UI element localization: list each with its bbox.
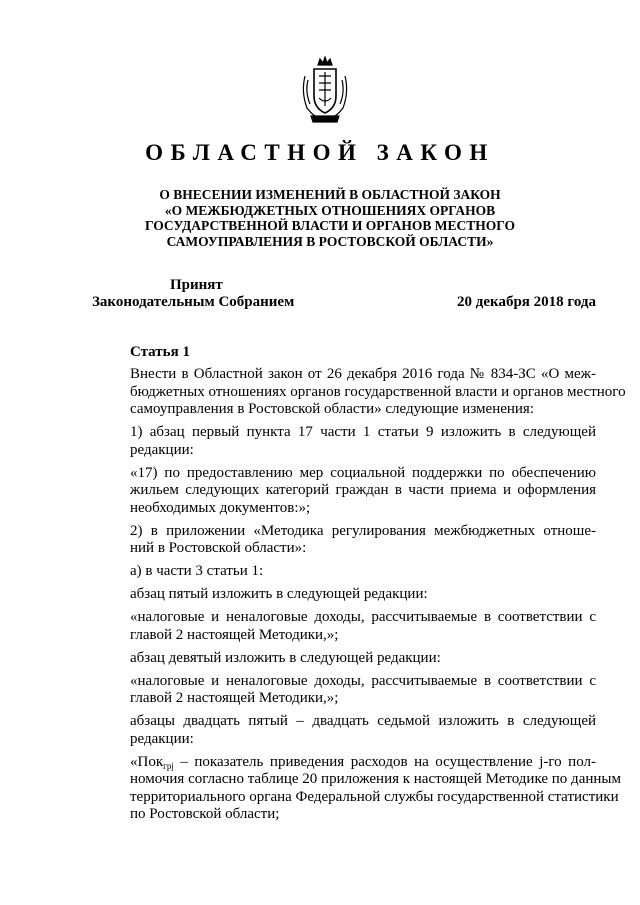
text-line: абзацы двадцать пятый – двадцать седьмой изложить в следующей bbox=[130, 713, 596, 729]
text-line: территориального органа Федеральной службы государственной статистики bbox=[130, 788, 619, 805]
text-line: абзац девятый изложить в следующей редакции: bbox=[130, 649, 441, 666]
text-line: главой 2 настоящей Методики,»; bbox=[130, 690, 339, 706]
text-line: номочия согласно таблице 20 приложения к настоящей Методике по данным bbox=[130, 771, 621, 787]
text-line: редакции: bbox=[130, 730, 194, 747]
text-fragment: – показатель приведения расходов на осуществление j-го пол- bbox=[173, 753, 596, 770]
text-line: ний в Ростовской области»: bbox=[130, 540, 307, 556]
text-line: самоуправления в Ростовской области» следующие изменения: bbox=[130, 401, 534, 417]
adoption-block bbox=[92, 277, 294, 311]
subtitle-line: ГОСУДАРСТВЕННОЙ ВЛАСТИ И ОРГАНОВ МЕСТНОГО bbox=[144, 218, 515, 233]
paragraph bbox=[92, 586, 596, 604]
text-line: редакции: bbox=[130, 441, 194, 458]
text-line bbox=[92, 754, 596, 772]
article-body bbox=[92, 366, 626, 829]
paragraph bbox=[92, 673, 596, 708]
paragraph bbox=[92, 523, 596, 558]
paragraph bbox=[92, 609, 596, 644]
text-line: бюджетных отношениях органов государственной власти и органов местного bbox=[130, 383, 626, 400]
paragraph bbox=[92, 753, 621, 824]
text-line: а) в части 3 статьи 1: bbox=[130, 563, 264, 579]
paragraph bbox=[92, 650, 596, 668]
paragraph bbox=[92, 366, 626, 419]
coat-of-arms-icon bbox=[299, 56, 351, 124]
text-line: «17) по предоставлению мер социальной поддержки по обеспечению bbox=[130, 464, 596, 481]
paragraph bbox=[92, 424, 596, 459]
text-line: Внести в Областной закон от 26 декабря 2016 года № 834-ЗС «О меж- bbox=[130, 366, 596, 382]
text-line: 2) в приложении «Методика регулирования межбюджетных отноше- bbox=[130, 522, 596, 539]
paragraph bbox=[92, 713, 596, 748]
law-subtitle bbox=[120, 187, 540, 249]
text-line: жильем следующих категорий граждан в части приема и оформления bbox=[130, 482, 596, 498]
article-title: Статья 1 bbox=[130, 344, 190, 360]
adopted-label: Принят bbox=[170, 277, 223, 293]
text-line: «налоговые и неналоговые доходы, рассчитываемые в соответствии с bbox=[130, 672, 596, 689]
subtitle-line: О ВНЕСЕНИИ ИЗМЕНЕНИЙ В ОБЛАСТНОЙ ЗАКОН bbox=[159, 187, 501, 202]
subtitle-line: САМОУПРАВЛЕНИЯ В РОСТОВСКОЙ ОБЛАСТИ» bbox=[166, 233, 494, 249]
text-line: абзац пятый изложить в следующей редакции: bbox=[130, 586, 428, 602]
adoption-date: 20 декабря 2018 года bbox=[457, 294, 596, 310]
paragraph bbox=[92, 563, 596, 581]
text-line: главой 2 настоящей Методики,»; bbox=[130, 626, 339, 643]
formula-symbol: «Пок bbox=[130, 753, 164, 770]
text-line: «налоговые и неналоговые доходы, рассчитываемые в соответствии с bbox=[130, 609, 596, 625]
subtitle-line: «О МЕЖБЮДЖЕТНЫХ ОТНОШЕНИЯХ ОРГАНОВ bbox=[164, 202, 496, 218]
formula-subscript: грj bbox=[163, 760, 174, 771]
text-line: по Ростовской области; bbox=[130, 806, 280, 822]
text-line: необходимых документов:»; bbox=[130, 499, 311, 516]
text-line: 1) абзац первый пункта 17 части 1 статьи 9 изложить в следующей bbox=[130, 424, 596, 440]
law-title: ОБЛАСТНОЙ ЗАКОН bbox=[145, 140, 495, 165]
adopted-by: Законодательным Собранием bbox=[92, 294, 295, 310]
paragraph bbox=[92, 465, 596, 518]
